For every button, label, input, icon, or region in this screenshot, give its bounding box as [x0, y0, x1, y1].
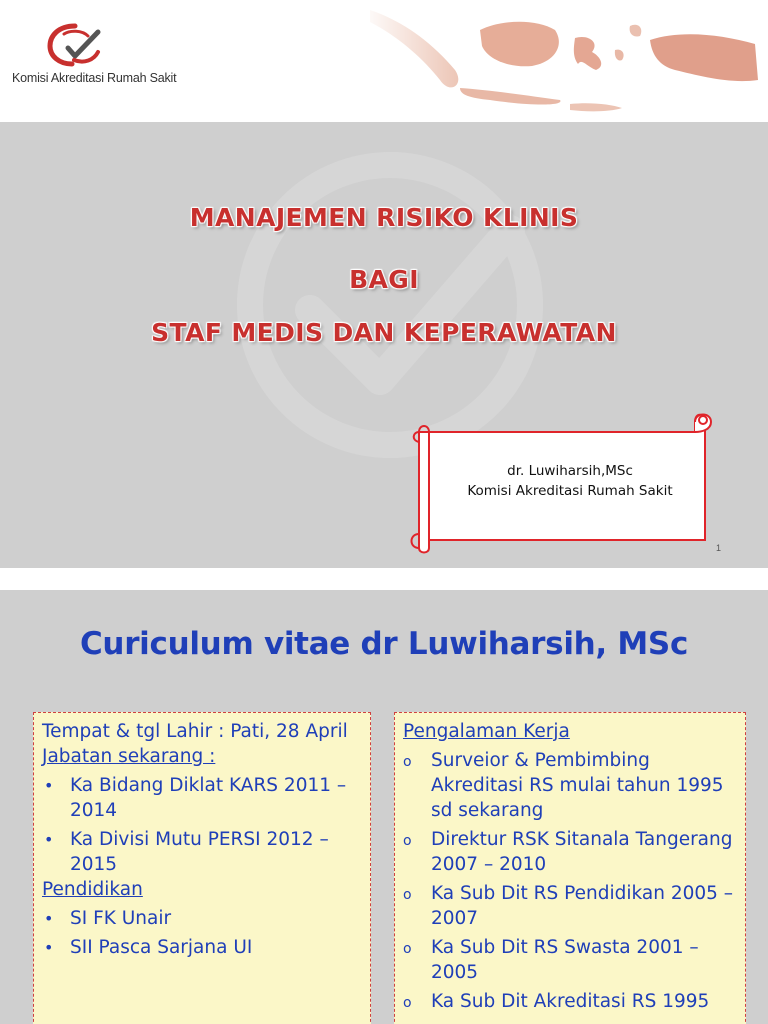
list-item	[403, 989, 737, 1014]
indonesia-map-icon	[360, 0, 768, 122]
circle-bullet-icon: o	[403, 941, 412, 957]
work-text: Ka Sub Dit RS Pendidikan 2005 – 2007	[431, 883, 734, 929]
circle-bullet-icon: o	[403, 887, 412, 903]
work-text: Ka Sub Dit RS Swasta 2001 – 2005	[431, 937, 699, 983]
cv-title: Curiculum vitae dr Luwiharsih, MSc	[79, 626, 689, 662]
position-text: Ka Divisi Mutu PERSI 2012 – 2015	[70, 829, 329, 875]
work-text: Ka Sub Dit Akreditasi RS 1995	[431, 991, 710, 1012]
list-item	[403, 935, 737, 985]
list-item	[403, 748, 737, 823]
org-name: Komisi Akreditasi Rumah Sakit	[12, 71, 177, 85]
presenter-block	[430, 461, 710, 501]
education-text: SI FK Unair	[70, 908, 172, 929]
work-heading: Pengalaman Kerja	[403, 721, 570, 742]
list-item	[42, 827, 362, 877]
list-item	[403, 827, 737, 877]
title-line-2: BAGI	[349, 265, 419, 294]
circle-bullet-icon: o	[403, 754, 412, 770]
circle-bullet-icon: o	[403, 833, 412, 849]
birth-info: Tempat & tgl Lahir : Pati, 28 April	[42, 721, 348, 742]
title-line-3: STAF MEDIS DAN KEPERAWATAN	[151, 318, 617, 347]
work-list	[403, 748, 737, 1014]
bullet-icon: •	[44, 938, 54, 957]
bullet-icon: •	[44, 830, 54, 849]
circle-bullet-icon: o	[403, 995, 412, 1011]
presenter-org: Komisi Akreditasi Rumah Sakit	[467, 483, 673, 499]
position-list	[42, 773, 362, 877]
work-text: Direktur RSK Sitanala Tangerang 2007 – 2010	[431, 829, 733, 875]
list-item	[42, 773, 362, 823]
presenter-name: dr. Luwiharsih,MSc	[507, 463, 633, 479]
kars-logo-icon	[44, 22, 106, 68]
position-text: Ka Bidang Diklat KARS 2011 – 2014	[70, 775, 347, 821]
bullet-icon: •	[44, 776, 54, 795]
education-heading: Pendidikan	[42, 879, 143, 900]
personal-info-box	[33, 712, 371, 1024]
slide-2	[0, 590, 768, 1024]
list-item	[42, 935, 362, 960]
title-line-1: MANAJEMEN RISIKO KLINIS	[189, 203, 579, 232]
position-heading: Jabatan sekarang :	[42, 746, 216, 767]
bullet-icon: •	[44, 909, 54, 928]
education-text: SII Pasca Sarjana UI	[70, 937, 253, 958]
education-list	[42, 906, 362, 960]
work-text: Surveior & Pembimbing Akreditasi RS mulai tahun 1995 sd sekarang	[431, 750, 724, 821]
list-item	[42, 906, 362, 931]
work-experience-box	[394, 712, 746, 1024]
page-number: 1	[716, 543, 722, 553]
list-item	[403, 881, 737, 931]
slide-header	[0, 0, 768, 122]
